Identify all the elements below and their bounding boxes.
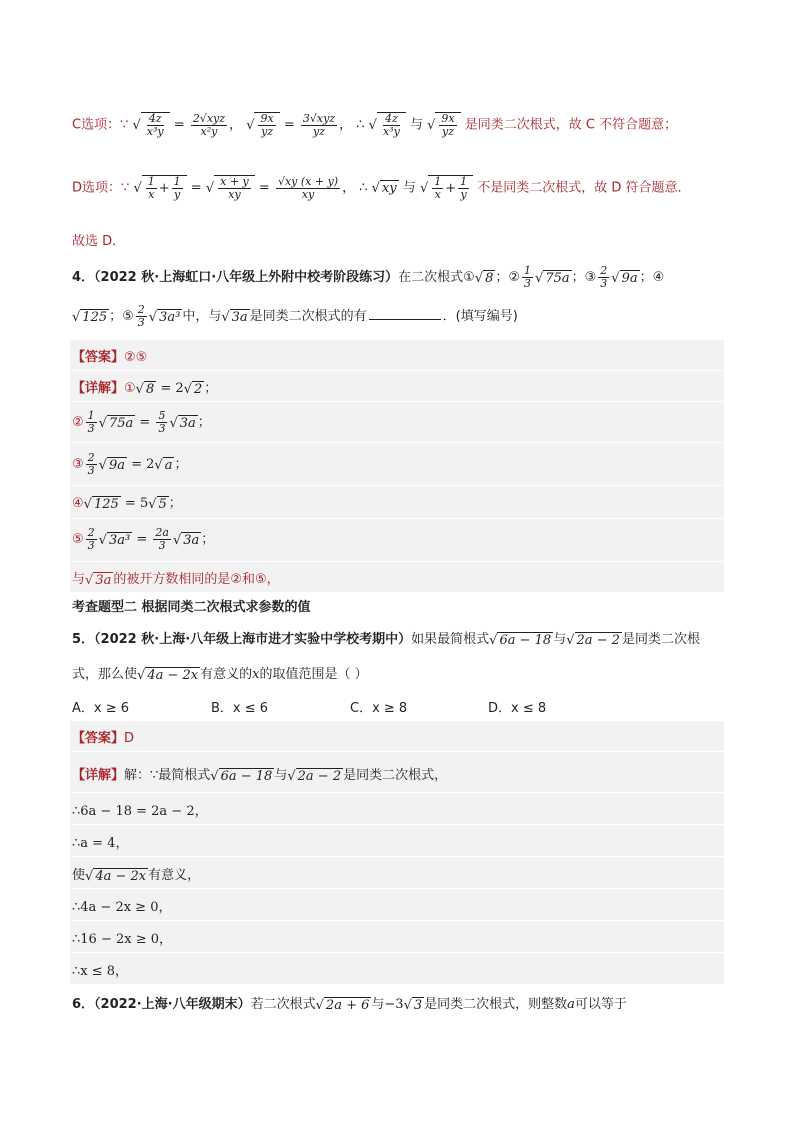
q6-source: （2022·上海·八年级期末） (94, 997, 251, 1012)
c-frac-1: $\frac{\text{2√xyz}}{\text{x²y}}$ (192, 111, 226, 138)
q5-answer: 【答案】D (72, 731, 135, 746)
select-d: 故选 D． (72, 234, 126, 249)
q5-detail-intro: 【详解】解：∵最简根式√ 6a − 18 与√ 2a − 2 是同类二次根式， (72, 768, 448, 784)
section-title: 考查题型二 根据同类二次根式求参数的值 (72, 600, 311, 615)
q5-detail-bg3 (70, 825, 724, 857)
q4-detail-3: ③ $\frac{2}{3}$ √ 9a = 2√ a ； (72, 451, 188, 478)
c-sqrt-1: √ $\frac{4z}{\text{x³y}}$ (133, 112, 170, 138)
q4-answer-box (70, 340, 724, 371)
c-conclusion: 是同类二次根式，故 C 不符合题意； (464, 117, 678, 133)
q5-step2: ∴a = 4， (72, 836, 129, 851)
q4-detail-5: ⑤ $\frac{2}{3}$ √ 3a³ = $\frac{2a}{3}$ √ 3a ； (72, 526, 215, 553)
q5-step5: ∴16 − 2x ≥ 0， (72, 932, 173, 947)
c-option-line: C选项：∵ √ $\frac{4z}{\text{x³y}}$ = $\frac{\text{2√xyz}}{\text{x²y}}$ ， √ $\frac{9x}{yz}$ = $\frac{\text{3√xyz}}{yz}$ ， ∴ √ $\frac{4z}{\text{x³y}}$ 与 √ $\frac{9x}{yz}$ 是同类二次根式，故 C 不符合题意； (72, 111, 678, 139)
q5-step4: ∴4a − 2x ≥ 0， (72, 900, 172, 915)
q5-option-a: A．x ≥ 6 (72, 701, 130, 716)
c-option-label: C选项：∵ (72, 117, 129, 133)
q5-step1: ∴6a − 18 = 2a − 2， (72, 804, 208, 819)
q5-line2: 式，那么使√ 4a − 2x 有意义的x的取值范围是（ ） (72, 667, 368, 683)
c-sqrt-2: √ $\frac{9x}{yz}$ (246, 112, 280, 138)
answer-blank (369, 319, 441, 320)
d-frac-rhs: $\frac{√xy (x + y)}{xy}$ (277, 174, 339, 201)
q5-step3: 使√ 4a − 2x 有意义， (72, 868, 201, 884)
d-sqrt-xy: √ xy (371, 181, 397, 197)
q4-detail-4: ④√ 125 = 5√ 5 ； (72, 496, 182, 512)
c-sqrt-3: √ $\frac{4z}{\text{x³y}}$ (369, 112, 406, 138)
q4-detail-1: 【详解】①√ 8 = 2√ 2 ； (72, 381, 218, 397)
q4-source: （2022 秋·上海虹口·八年级上外附中校考阶段练习） (94, 270, 399, 286)
q4-detail-2: ② $\frac{1}{3}$ √ 75a = $\frac{5}{3}$ √ 3a ； (72, 409, 211, 436)
q5-option-b: B．x ≤ 6 (211, 701, 269, 716)
q5-option-d: D．x ≤ 8 (488, 701, 547, 716)
d-sqrt-2: √ $\frac{x + y}{xy}$ (206, 175, 255, 201)
q5-detail-bg7 (70, 953, 724, 985)
q4-number: 4． (72, 270, 95, 286)
c-frac-2: $\frac{\text{3√xyz}}{yz}$ (302, 111, 336, 138)
q4-answer: 【答案】②⑤ (72, 350, 148, 365)
q5-option-c: C．x ≥ 8 (350, 701, 408, 716)
q5-source: （2022 秋·上海·八年级上海市进才实验中学校考期中） (94, 632, 412, 647)
d-sqrt-3: √ $\frac{1}{x}$ + $\frac{1}{y}$ (420, 175, 473, 201)
q4-line2: √ 125 ；⑤ $\frac{2}{3}$ √ 3a³ 中，与√ 3a 是同类二次根式的有 ．(填写编号) (72, 303, 518, 330)
q5-step6: ∴x ≤ 8， (72, 964, 129, 979)
q4-line1: 4．（2022 秋·上海虹口·八年级上外附中校考阶段练习）在二次根式①√ 8 ；② $\frac{1}{3}$ √ 75a ；③ $\frac{2}{3}$ √ 9a ；④ (72, 264, 665, 291)
c-sqrt-4: √ $\frac{9x}{yz}$ (427, 112, 461, 138)
q5-line1: 5．（2022 秋·上海·八年级上海市进才实验中学校考期中）如果最简根式√ 6a − 18 与√ 2a − 2 是同类二次根 (72, 632, 700, 648)
q5-answer-box (70, 721, 724, 752)
d-sqrt-1: √ $\frac{1}{x}$ + $\frac{1}{y}$ (133, 175, 186, 201)
d-option-line: D选项：∵ √ $\frac{1}{x}$ + $\frac{1}{y}$ = √ $\frac{x + y}{xy}$ = $\frac{√xy (x + y)}{xy}$ ， ∴ √ xy 与 √ $\frac{1}{x}$ + $\frac{1}{y}$ 不是同类二次根式，故 D 符合题意． (72, 174, 691, 202)
q4-detail-final: 与√ 3a 的被开方数相同的是②和⑤， (72, 572, 280, 588)
d-conclusion: 不是同类二次根式，故 D 符合题意． (477, 180, 691, 196)
q6-line1: 6．（2022·上海·八年级期末）若二次根式√ 2a + 6 与−3√ 3 是同类二次根式，则整数a可以等于 (72, 997, 627, 1013)
d-option-label: D选项：∵ (72, 180, 130, 196)
